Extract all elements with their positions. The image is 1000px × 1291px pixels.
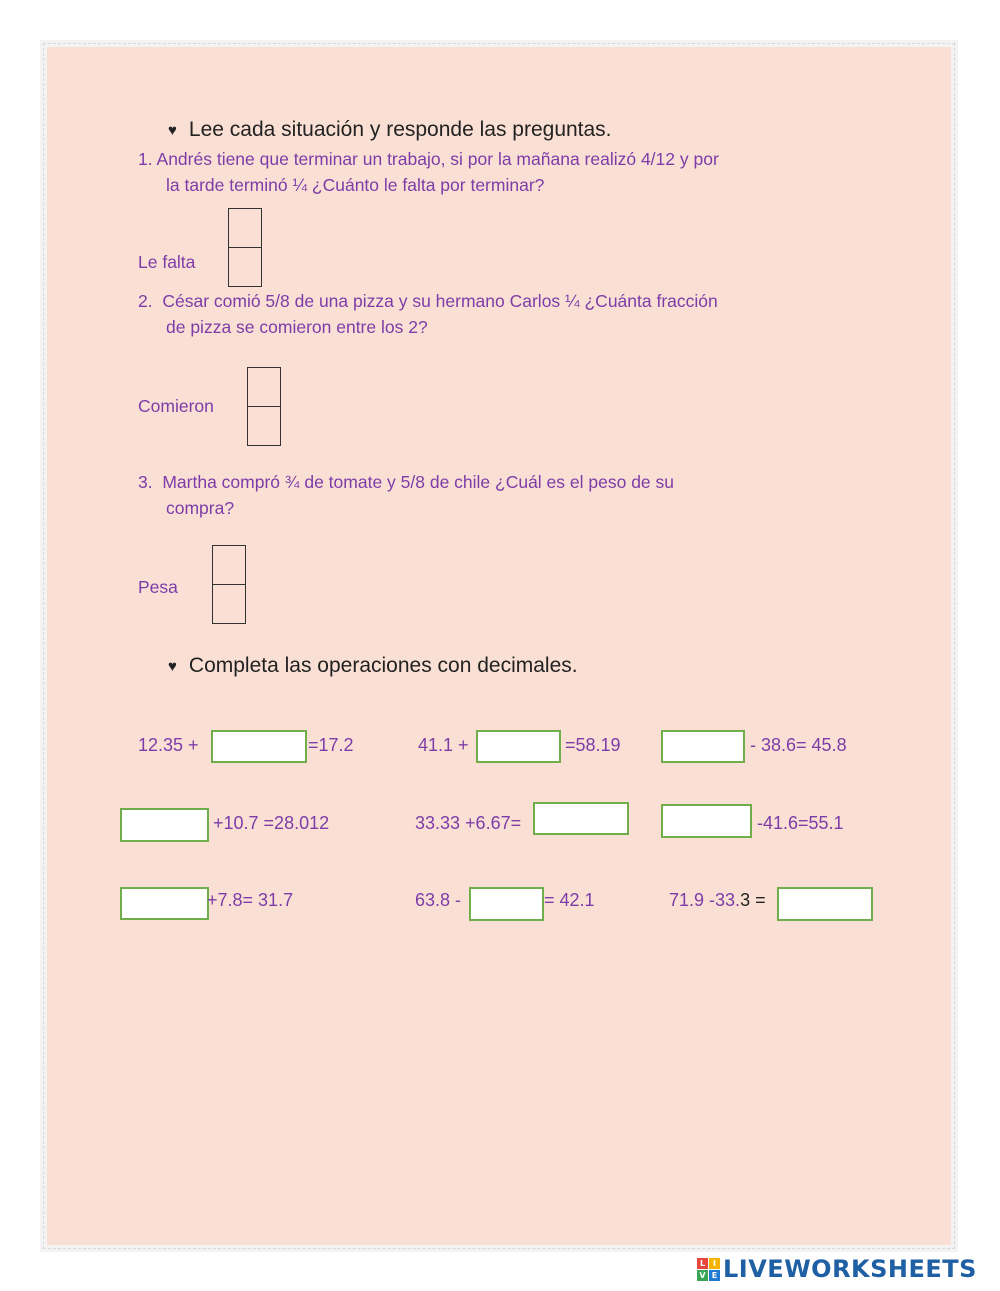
op-3a-suffix: +7.8= 31.7 (207, 890, 294, 910)
numerator-input-3[interactable] (213, 546, 245, 584)
decimal-answer-1a[interactable] (211, 730, 307, 763)
decimal-answer-3a[interactable] (120, 887, 209, 920)
section2-heading-text: Completa las operaciones con decimales. (188, 654, 578, 677)
question-3-line2: compra? (166, 498, 235, 518)
denominator-box-3[interactable] (213, 585, 245, 623)
question-1-line1: Andrés tiene que terminar un trabajo, si por la mañana realizó 4/12 y por (156, 149, 719, 169)
decimal-answer-1b[interactable] (476, 730, 561, 763)
decimal-answer-1c[interactable] (661, 730, 745, 763)
op-3b-prefix: 63.8 - (415, 890, 462, 910)
numerator-input-1[interactable] (229, 209, 261, 247)
denominator-input-2[interactable] (248, 407, 280, 445)
op-3b-suffix: = 42.1 (544, 890, 595, 910)
op-3c-prefix-dark: 3 = (740, 890, 766, 910)
question-2-line1: César comió 5/8 de una pizza y su hermano Carlos ¼ ¿Cuánta fracción (162, 291, 718, 311)
fraction-answer-3 (212, 545, 246, 624)
badge-letter-v: V (697, 1270, 708, 1281)
op-2b-prefix: 33.33 +6.67= (415, 813, 522, 833)
denominator-box-1[interactable] (229, 248, 261, 286)
section1-heading (168, 118, 612, 142)
op-3c-prefix (669, 890, 766, 911)
heart-bullet-icon: ♥ (168, 658, 177, 675)
worksheet-page (40, 40, 958, 1252)
denominator-input-3[interactable] (213, 585, 245, 623)
liveworksheets-logo[interactable] (697, 1256, 977, 1282)
heart-bullet-icon: ♥ (168, 122, 177, 139)
denominator-box-2[interactable] (248, 407, 280, 445)
section2-heading (168, 654, 578, 678)
decimal-answer-3c[interactable] (777, 887, 873, 921)
answer-label-3: Pesa (138, 577, 178, 597)
question-2-number: 2. (138, 291, 153, 311)
question-2 (138, 288, 718, 314)
numerator-box-2[interactable] (248, 368, 280, 407)
op-1a-prefix: 12.35 + (138, 735, 199, 755)
badge-letter-e: E (709, 1270, 720, 1281)
op-3c-prefix-purple: 71.9 -33. (669, 890, 741, 910)
op-1a-suffix: =17.2 (308, 735, 354, 755)
op-1b-prefix: 41.1 + (418, 735, 469, 755)
answer-label-1: Le falta (138, 252, 196, 272)
denominator-input-1[interactable] (229, 248, 261, 286)
numerator-box-1[interactable] (229, 209, 261, 248)
question-1 (138, 146, 719, 172)
question-3-number: 3. (138, 472, 153, 492)
section1-heading-text: Lee cada situación y responde las preguntas. (188, 118, 612, 141)
liveworksheets-badge-icon (697, 1258, 720, 1281)
op-1c-suffix: - 38.6= 45.8 (750, 735, 847, 755)
op-1b-suffix: =58.19 (565, 735, 621, 755)
numerator-input-2[interactable] (248, 368, 280, 406)
decimal-answer-2c[interactable] (661, 804, 752, 838)
question-2-line2: de pizza se comieron entre los 2? (166, 317, 428, 337)
question-1-number: 1. (138, 149, 153, 169)
question-3 (138, 469, 674, 495)
liveworksheets-brand: LIVEWORKSHEETS (723, 1255, 977, 1283)
question-1-line2: la tarde terminó ¼ ¿Cuánto le falta por terminar? (166, 175, 545, 195)
fraction-answer-2 (247, 367, 281, 446)
op-2c-suffix: -41.6=55.1 (757, 813, 844, 833)
op-2a-suffix: +10.7 =28.012 (213, 813, 330, 833)
badge-letter-i: I (709, 1258, 720, 1269)
decimal-answer-2a[interactable] (120, 808, 209, 842)
question-3-line1: Martha compró ¾ de tomate y 5/8 de chile ¿Cuál es el peso de su (162, 472, 675, 492)
decimal-answer-2b[interactable] (533, 802, 629, 835)
decimal-answer-3b[interactable] (469, 887, 544, 921)
numerator-box-3[interactable] (213, 546, 245, 585)
badge-letter-l: L (697, 1258, 708, 1269)
answer-label-2: Comieron (138, 396, 214, 416)
fraction-answer-1 (228, 208, 262, 287)
